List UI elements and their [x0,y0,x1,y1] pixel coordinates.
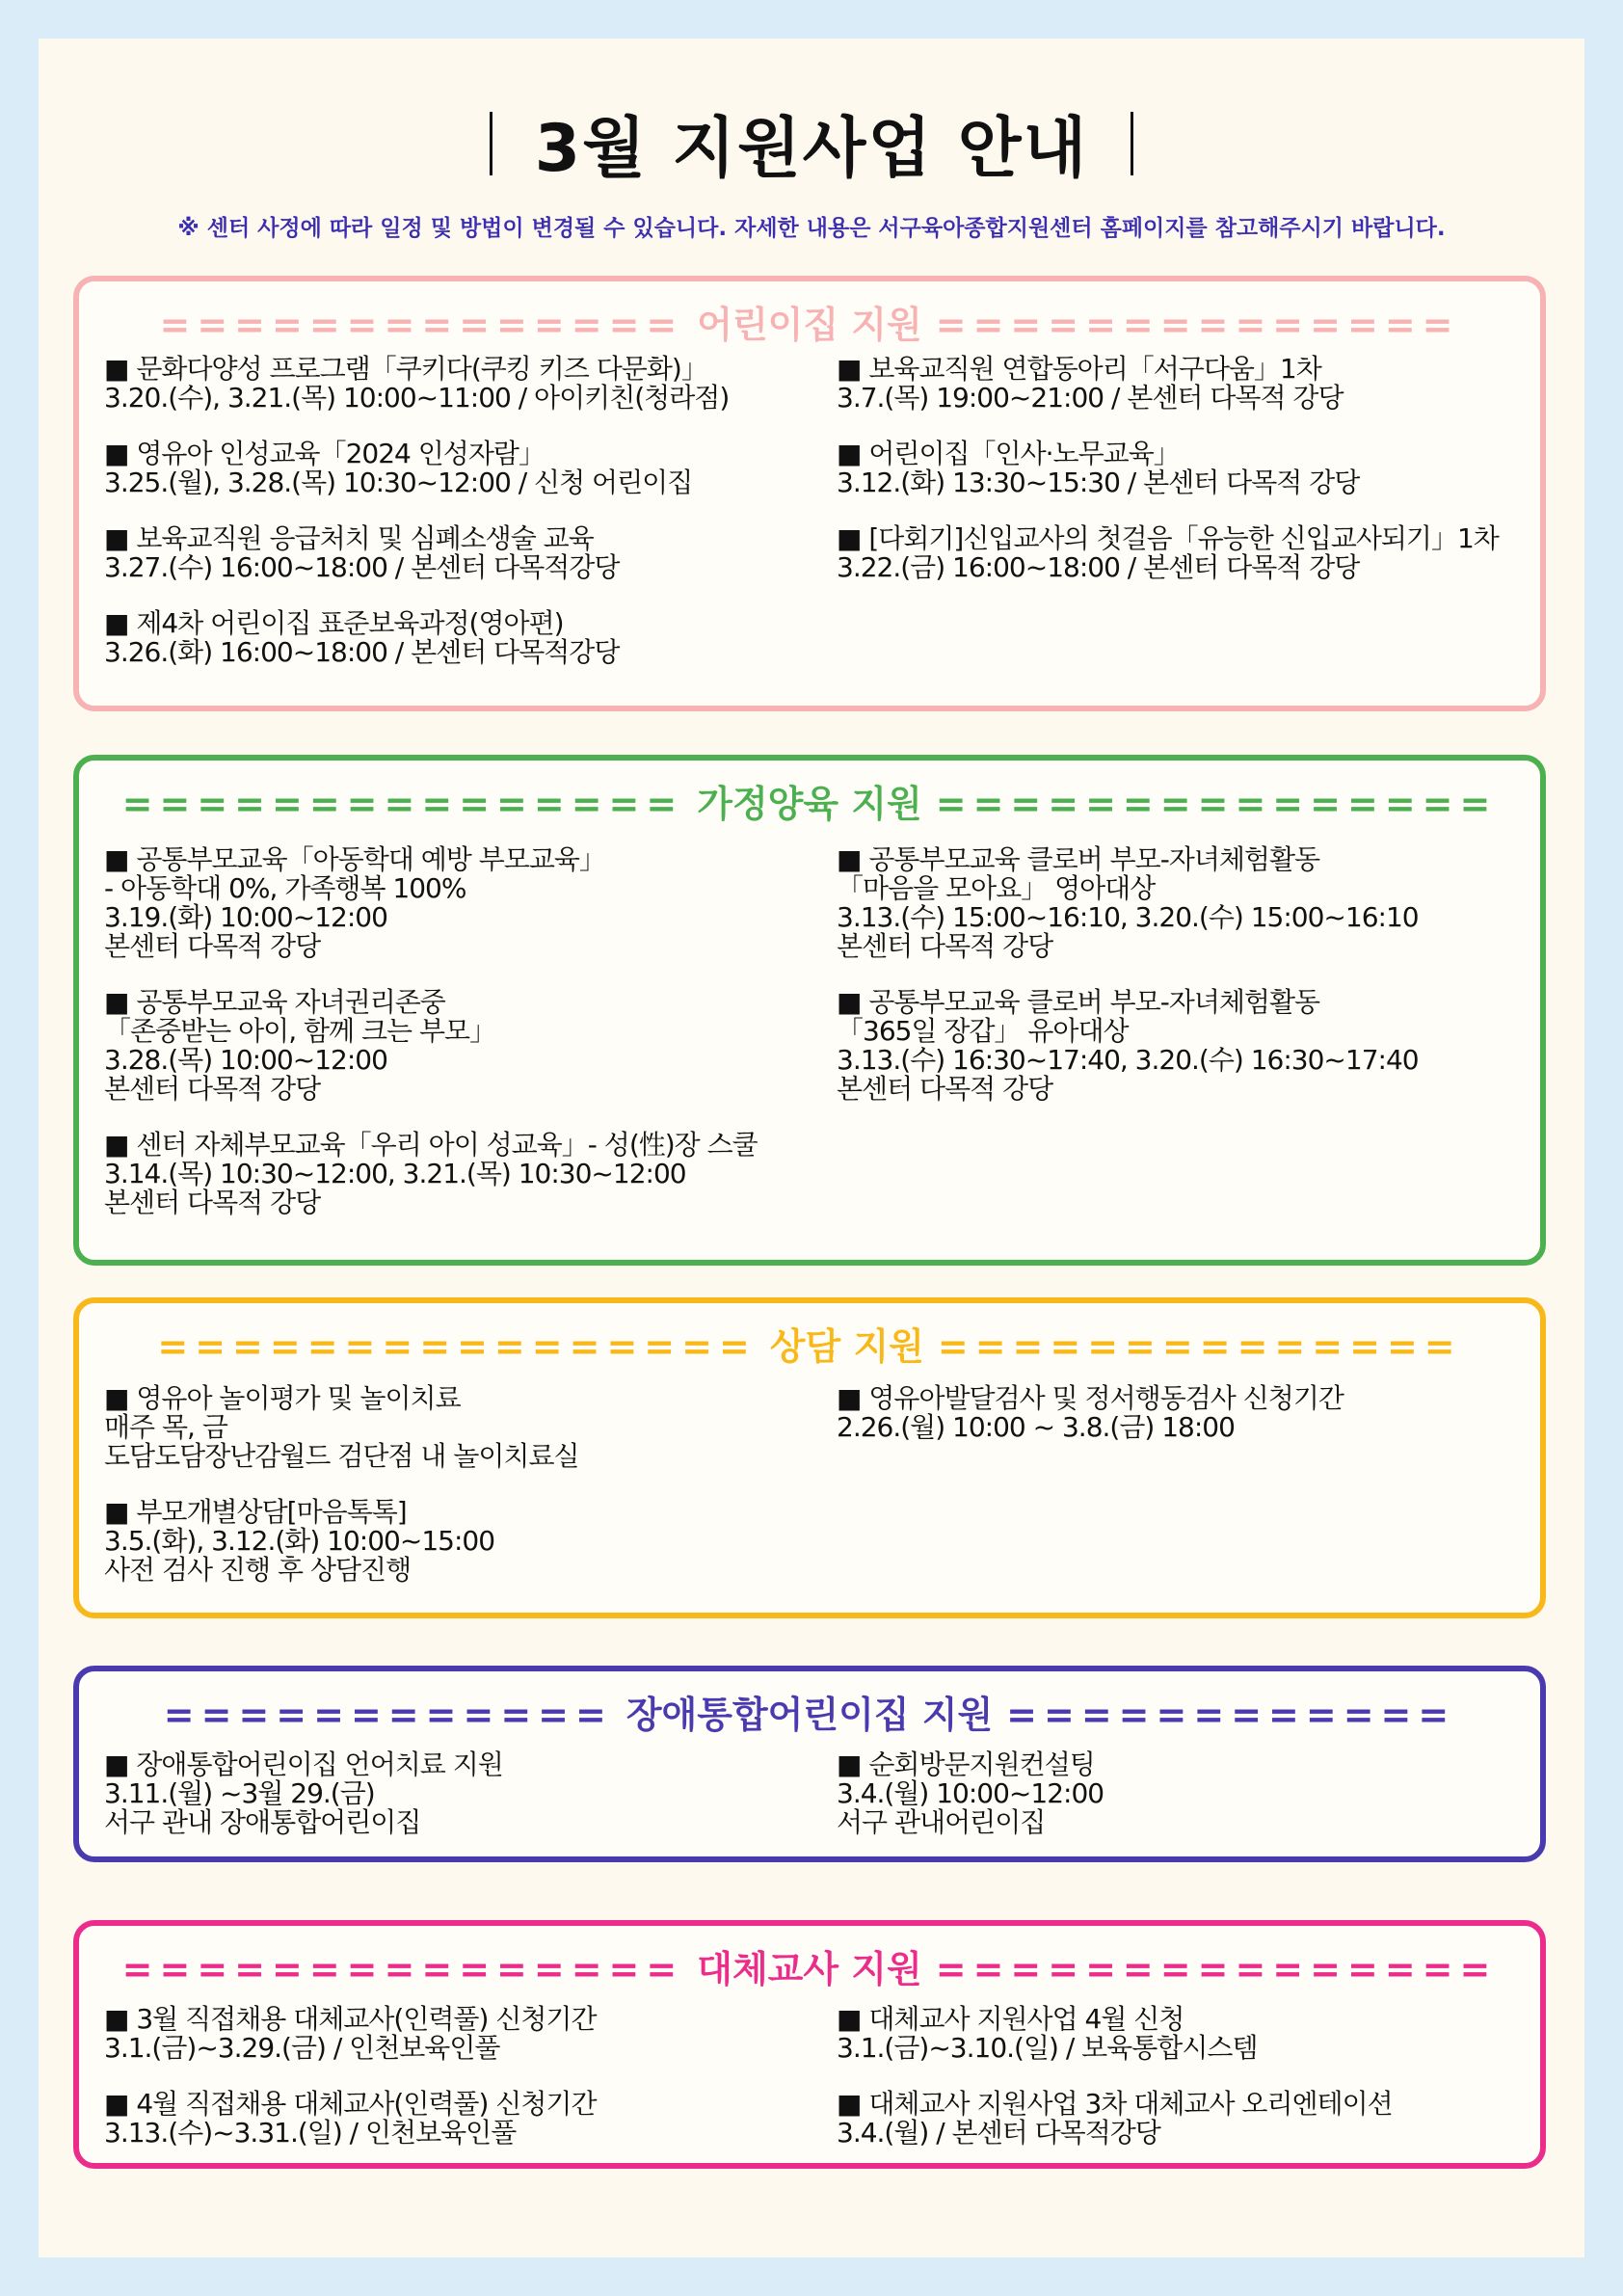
program-title: ■ 4월 직접채용 대체교사(인력풀) 신청기간 [104,2090,798,2119]
program-title: ■ 보육교직원 응급처치 및 심폐소생술 교육 [104,524,798,553]
program-detail: 3.26.(화) 16:00~18:00 / 본센터 다목적강당 [104,636,620,668]
program-detail: 3.20.(수), 3.21.(목) 10:00~11:00 / 아이키친(청라점) [104,382,730,414]
program-detail: 3.1.(금)~3.10.(일) / 보육통합시스템 [837,2032,1258,2064]
column-right [837,2005,1530,2175]
program-detail: 본센터 다목적 강당 [104,1073,321,1105]
program-title: ■ 보육교직원 연합동아리「서구다움」1차 [837,355,1530,384]
header-deco-right: ============== [937,1325,1462,1368]
header-deco-right: ============ [1006,1694,1456,1736]
program-item [837,1384,1530,1442]
column-left [104,1750,798,1864]
header-deco-left: ================ [157,1325,757,1368]
section-title: 가정양육 지원 [697,783,922,825]
section-header [79,1317,1540,1370]
program-item [837,988,1530,1104]
program-detail: 본센터 다목적 강당 [837,930,1053,962]
program-detail: 3.13.(수) 16:30~17:40, 3.20.(수) 16:30~17:40 [837,1044,1419,1076]
program-title: ■ 영유아발달검사 및 정서행동검사 신청기간 [837,1384,1530,1413]
program-detail: 3.13.(수)~3.31.(일) / 인천보육인풀 [104,2117,517,2149]
column-left [104,2005,798,2175]
program-item [837,1750,1530,1837]
program-item [104,1384,798,1471]
program-title: ■ 공통부모교육 클로버 부모-자녀체험활동 [837,845,1530,874]
column-left [104,355,798,694]
header-deco-left: =============== [121,783,684,825]
header-deco-right: =============== [935,783,1498,825]
column-right [837,1384,1530,1469]
program-detail: 3.13.(수) 15:00~16:10, 3.20.(수) 15:00~16:10 [837,901,1419,933]
section-home-parenting-support [73,755,1546,1266]
column-left [104,845,798,1244]
program-item [104,609,798,667]
program-item [104,440,798,497]
section-inclusive-daycare-support [73,1666,1546,1862]
column-right [837,1750,1530,1864]
section-daycare-support [73,276,1546,711]
program-item [104,988,798,1104]
program-detail: 3.7.(목) 19:00~21:00 / 본센터 다목적 강당 [837,382,1344,414]
title-left-bar [490,112,492,175]
program-item [104,1498,798,1585]
program-title: ■ 영유아 인성교육「2024 인성자람」 [104,440,798,468]
program-item [104,845,798,961]
header-deco-left: ============ [163,1694,613,1736]
program-item [837,355,1530,413]
section-title: 대체교사 지원 [697,1948,922,1990]
program-title: ■ 센터 자체부모교육「우리 아이 성교육」- 성(性)장 스쿨 [104,1131,798,1160]
header-deco-right: ============== [935,304,1460,346]
header-deco-left: =============== [121,1948,684,1990]
program-title: ■ [다회기]신입교사의 첫걸음「유능한 신입교사되기」1차 [837,524,1530,553]
program-detail: 서구 관내 장애통합어린이집 [104,1806,421,1838]
program-detail: 3.28.(목) 10:00~12:00 [104,1044,387,1076]
program-detail: 2.26.(월) 10:00 ~ 3.8.(금) 18:00 [837,1411,1235,1443]
program-detail: 3.19.(화) 10:00~12:00 [104,901,387,933]
column-right [837,355,1530,609]
section-header [79,1939,1540,1992]
program-detail: 3.22.(금) 16:00~18:00 / 본센터 다목적 강당 [837,551,1360,583]
program-title: ■ 문화다양성 프로그램「쿠키다(쿠킹 키즈 다문화)」 [104,355,798,384]
program-title: ■ 순회방문지원컨설팅 [837,1750,1530,1779]
program-item [837,440,1530,497]
program-detail: 3.25.(월), 3.28.(목) 10:30~12:00 / 신청 어린이집 [104,467,693,498]
program-detail: 「존중받는 아이, 함께 크는 부모」 [104,1015,496,1047]
section-title: 어린이집 지원 [697,304,922,346]
program-detail: 매주 목, 금 [104,1411,227,1443]
program-item [104,2005,798,2063]
program-title: ■ 3월 직접채용 대체교사(인력풀) 신청기간 [104,2005,798,2034]
section-header [79,295,1540,348]
program-detail: 서구 관내어린이집 [837,1806,1046,1838]
section-header [79,1685,1540,1738]
program-title: ■ 장애통합어린이집 언어치료 지원 [104,1750,798,1779]
program-detail: 도담도담장난감월드 검단점 내 놀이치료실 [104,1440,579,1472]
program-item [837,845,1530,961]
program-detail: 「마음을 모아요」 영아대상 [837,872,1156,904]
program-detail: 본센터 다목적 강당 [837,1073,1053,1105]
program-detail: 3.1.(금)~3.29.(금) / 인천보육인풀 [104,2032,500,2064]
notice-text: ※ 센터 사정에 따라 일정 및 방법이 변경될 수 있습니다. 자세한 내용은 서구육아종합지원센터 홈페이지를 참고해주시기 바랍니다. [177,216,1446,241]
program-item [104,1131,798,1217]
page-title: 3월 지원사업 안내 [534,111,1089,187]
section-title: 상담 지원 [769,1325,924,1368]
notice-sheet [39,39,1584,2257]
program-title: ■ 영유아 놀이평가 및 놀이치료 [104,1384,798,1413]
program-item [837,2005,1530,2063]
program-title: ■ 제4차 어린이집 표준보육과정(영아편) [104,609,798,638]
section-title: 장애통합어린이집 지원 [625,1694,994,1736]
program-detail: 3.14.(목) 10:30~12:00, 3.21.(목) 10:30~12:00 [104,1158,686,1189]
title-right-bar [1131,112,1133,175]
title-area [39,96,1584,190]
program-title: ■ 어린이집「인사·노무교육」 [837,440,1530,468]
program-item [837,524,1530,582]
program-detail: 사전 검사 진행 후 상담진행 [104,1554,412,1586]
section-counseling-support [73,1297,1546,1618]
program-item [104,524,798,582]
section-substitute-teacher-support [73,1920,1546,2169]
program-detail: - 아동학대 0%, 가족행복 100% [104,872,466,904]
program-detail: 본센터 다목적 강당 [104,930,321,962]
program-title: ■ 공통부모교육 클로버 부모-자녀체험활동 [837,988,1530,1017]
header-deco-right: =============== [935,1948,1498,1990]
program-detail: 「365일 장갑」 유아대상 [837,1015,1129,1047]
program-detail: 3.27.(수) 16:00~18:00 / 본센터 다목적강당 [104,551,620,583]
program-detail: 3.4.(월) / 본센터 다목적강당 [837,2117,1160,2149]
program-title: ■ 공통부모교육 자녀권리존중 [104,988,798,1017]
program-title: ■ 대체교사 지원사업 4월 신청 [837,2005,1530,2034]
program-item [104,1750,798,1837]
header-deco-left: ============== [159,304,684,346]
program-item [837,2090,1530,2148]
program-detail: 3.11.(월) ~3월 29.(금) [104,1777,375,1809]
program-detail: 3.4.(월) 10:00~12:00 [837,1777,1104,1809]
program-detail: 본센터 다목적 강당 [104,1187,321,1218]
column-left [104,1384,798,1612]
program-detail: 3.12.(화) 13:30~15:30 / 본센터 다목적 강당 [837,467,1360,498]
program-detail: 3.5.(화), 3.12.(화) 10:00~15:00 [104,1525,495,1557]
program-title: ■ 부모개별상담[마음톡톡] [104,1498,798,1527]
program-title: ■ 공통부모교육「아동학대 예방 부모교육」 [104,845,798,874]
column-right [837,845,1530,1131]
section-header [79,774,1540,827]
program-item [104,2090,798,2148]
program-title: ■ 대체교사 지원사업 3차 대체교사 오리엔테이션 [837,2090,1530,2119]
program-item [104,355,798,413]
